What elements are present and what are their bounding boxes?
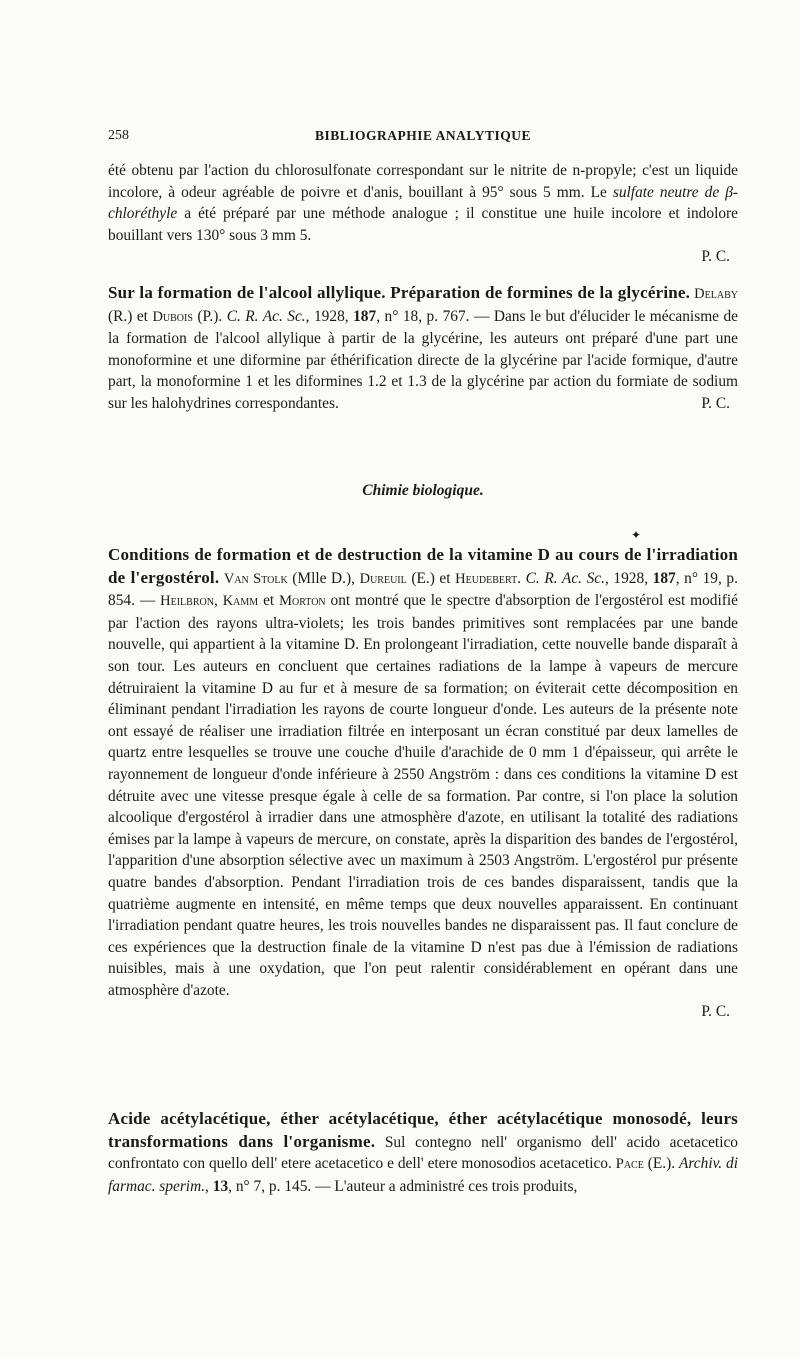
article-acide-acetylacetique xyxy=(108,1108,738,1197)
section-heading: Chimie biologique. xyxy=(362,482,484,499)
article-title: Conditions de formation et de destruction de la vitamine D au cours de l'irradiation de l'ergostérol. xyxy=(108,545,738,587)
article-alcool-allylique xyxy=(108,282,738,415)
article-text: Acide acétylacétique, éther acétylacétique, éther acétylacétique monosodé, leurs transformations dans l'organisme. Sul contegno nell' organismo dell' acido acetacetico confrontato con quello dell' etere acetacetico e dell' etere monosodios acetacetico. Pace (E.). Archiv. di farmac. sperim., 13, n° 7, p. 145. — L'auteur a administré ces trois produits, xyxy=(108,1109,738,1195)
article-vitamine-d xyxy=(108,544,738,1023)
stray-mark: ✦ xyxy=(631,528,642,542)
page-header xyxy=(108,128,738,148)
article-title: Acide acétylacétique, éther acétylacétique, éther acétylacétique monosodé, leurs transformations dans l'organisme. xyxy=(108,1109,738,1151)
paragraph-text: été obtenu par l'action du chlorosulfonate correspondant sur le nitrite de n-propyle; c'est un liquide incolore, à odeur agréable de poivre et d'anis, bouillant à 95° sous 5 mm. Le sulfate neutre de β-chloréthyle a été préparé par une méthode analogue ; il constitue une huile incolore et indolore bouillant vers 130° sous 3 mm 5. xyxy=(108,162,738,244)
signature: P. C. xyxy=(701,394,730,412)
article-title: Sur la formation de l'alcool allylique. Préparation de formines de la glycérine. xyxy=(108,283,691,302)
article-text: Sur la formation de l'alcool allylique. Préparation de formines de la glycérine. Delaby (R.) et Dubois (P.). C. R. Ac. Sc., 1928, 187, n° 18, p. 767. — Dans le but d'élucider le mécanisme de la formation de l'alcool allylique à partir de la glycérine, les auteurs ont préparé d'une part une monoformine et une diformine par éthérification directe de la glycérine par l'acide formique, d'autre part, la monoformine 1 et les diformines 1.2 et 1.3 de la glycérine par action du formiate de sodium sur les halohydrines correspondantes. xyxy=(108,283,739,412)
article-text: Conditions de formation et de destruction de la vitamine D au cours de l'irradiation de l'ergostérol. Van Stolk (Mlle D.), Dureuil (E.) et Heudebert. C. R. Ac. Sc., 1928, 187, n° 19, p. 854. — Heilbron, Kamm et Morton ont montré que le spectre d'absorption de l'ergostérol est modifié par l'action des rayons ultra-violets; les trois bandes primitives sont remplacées par une bande nouvelle, qui appartient à la vitamine D. En prolongeant l'irradiation, cette nouvelle bande disparaît à son tour. Les auteurs en concluent que certaines radiations de la lampe à vapeurs de mercure détruiraient la vitamine D au fur et à mesure de sa formation; on éviterait cette décomposition en éliminant pendant l'irradiation les rayons de courte longueur d'onde. Les auteurs de la présente note ont essayé de réaliser une irradiation filtrée en interposant un écran constitué par deux lamelles de quartz entre lesquelles se trouve une couche d'huile d'arachide de 0 mm 1 d'épaisseur, qui arrête le rayonnement de longueur d'onde inférieure à 2550 Angström : dans ces conditions la vitamine D est détruite avec une vitesse presque égale à celle de sa formation. Par contre, si l'on place la solution alcoolique d'ergostérol à irradier dans une atmosphère d'azote, en utilisant la totalité des radiations émises par la lampe à vapeurs de mercure, on constate, après la disparition des bandes de l'ergostérol, l'apparition d'une absorption sélective avec un maximum à 2503 Angström. L'ergostérol pur présente quatre bandes d'absorption. Pendant l'irradiation trois de ces bandes disparaissent, tandis que la quatrième augmente en intensité, en même temps que deux nouvelles apparaissent. En continuant l'irradiation pendant quatre heures, les trois nouvelles bandes ne disparaissent pas. Il faut conclure de ces expériences que la destruction finale de la vitamine D n'est pas due à l'émission de radiations nuisibles, mais à une oxydation, que l'on peut ralentir considérablement en opérant dans une atmosphère d'azote. xyxy=(108,545,738,999)
signature: P. C. xyxy=(701,1003,730,1021)
paragraph-continuation xyxy=(108,160,738,268)
page-number: 258 xyxy=(108,128,129,143)
signature: P. C. xyxy=(701,248,730,266)
running-title: BIBLIOGRAPHIE ANALYTIQUE xyxy=(315,128,531,143)
